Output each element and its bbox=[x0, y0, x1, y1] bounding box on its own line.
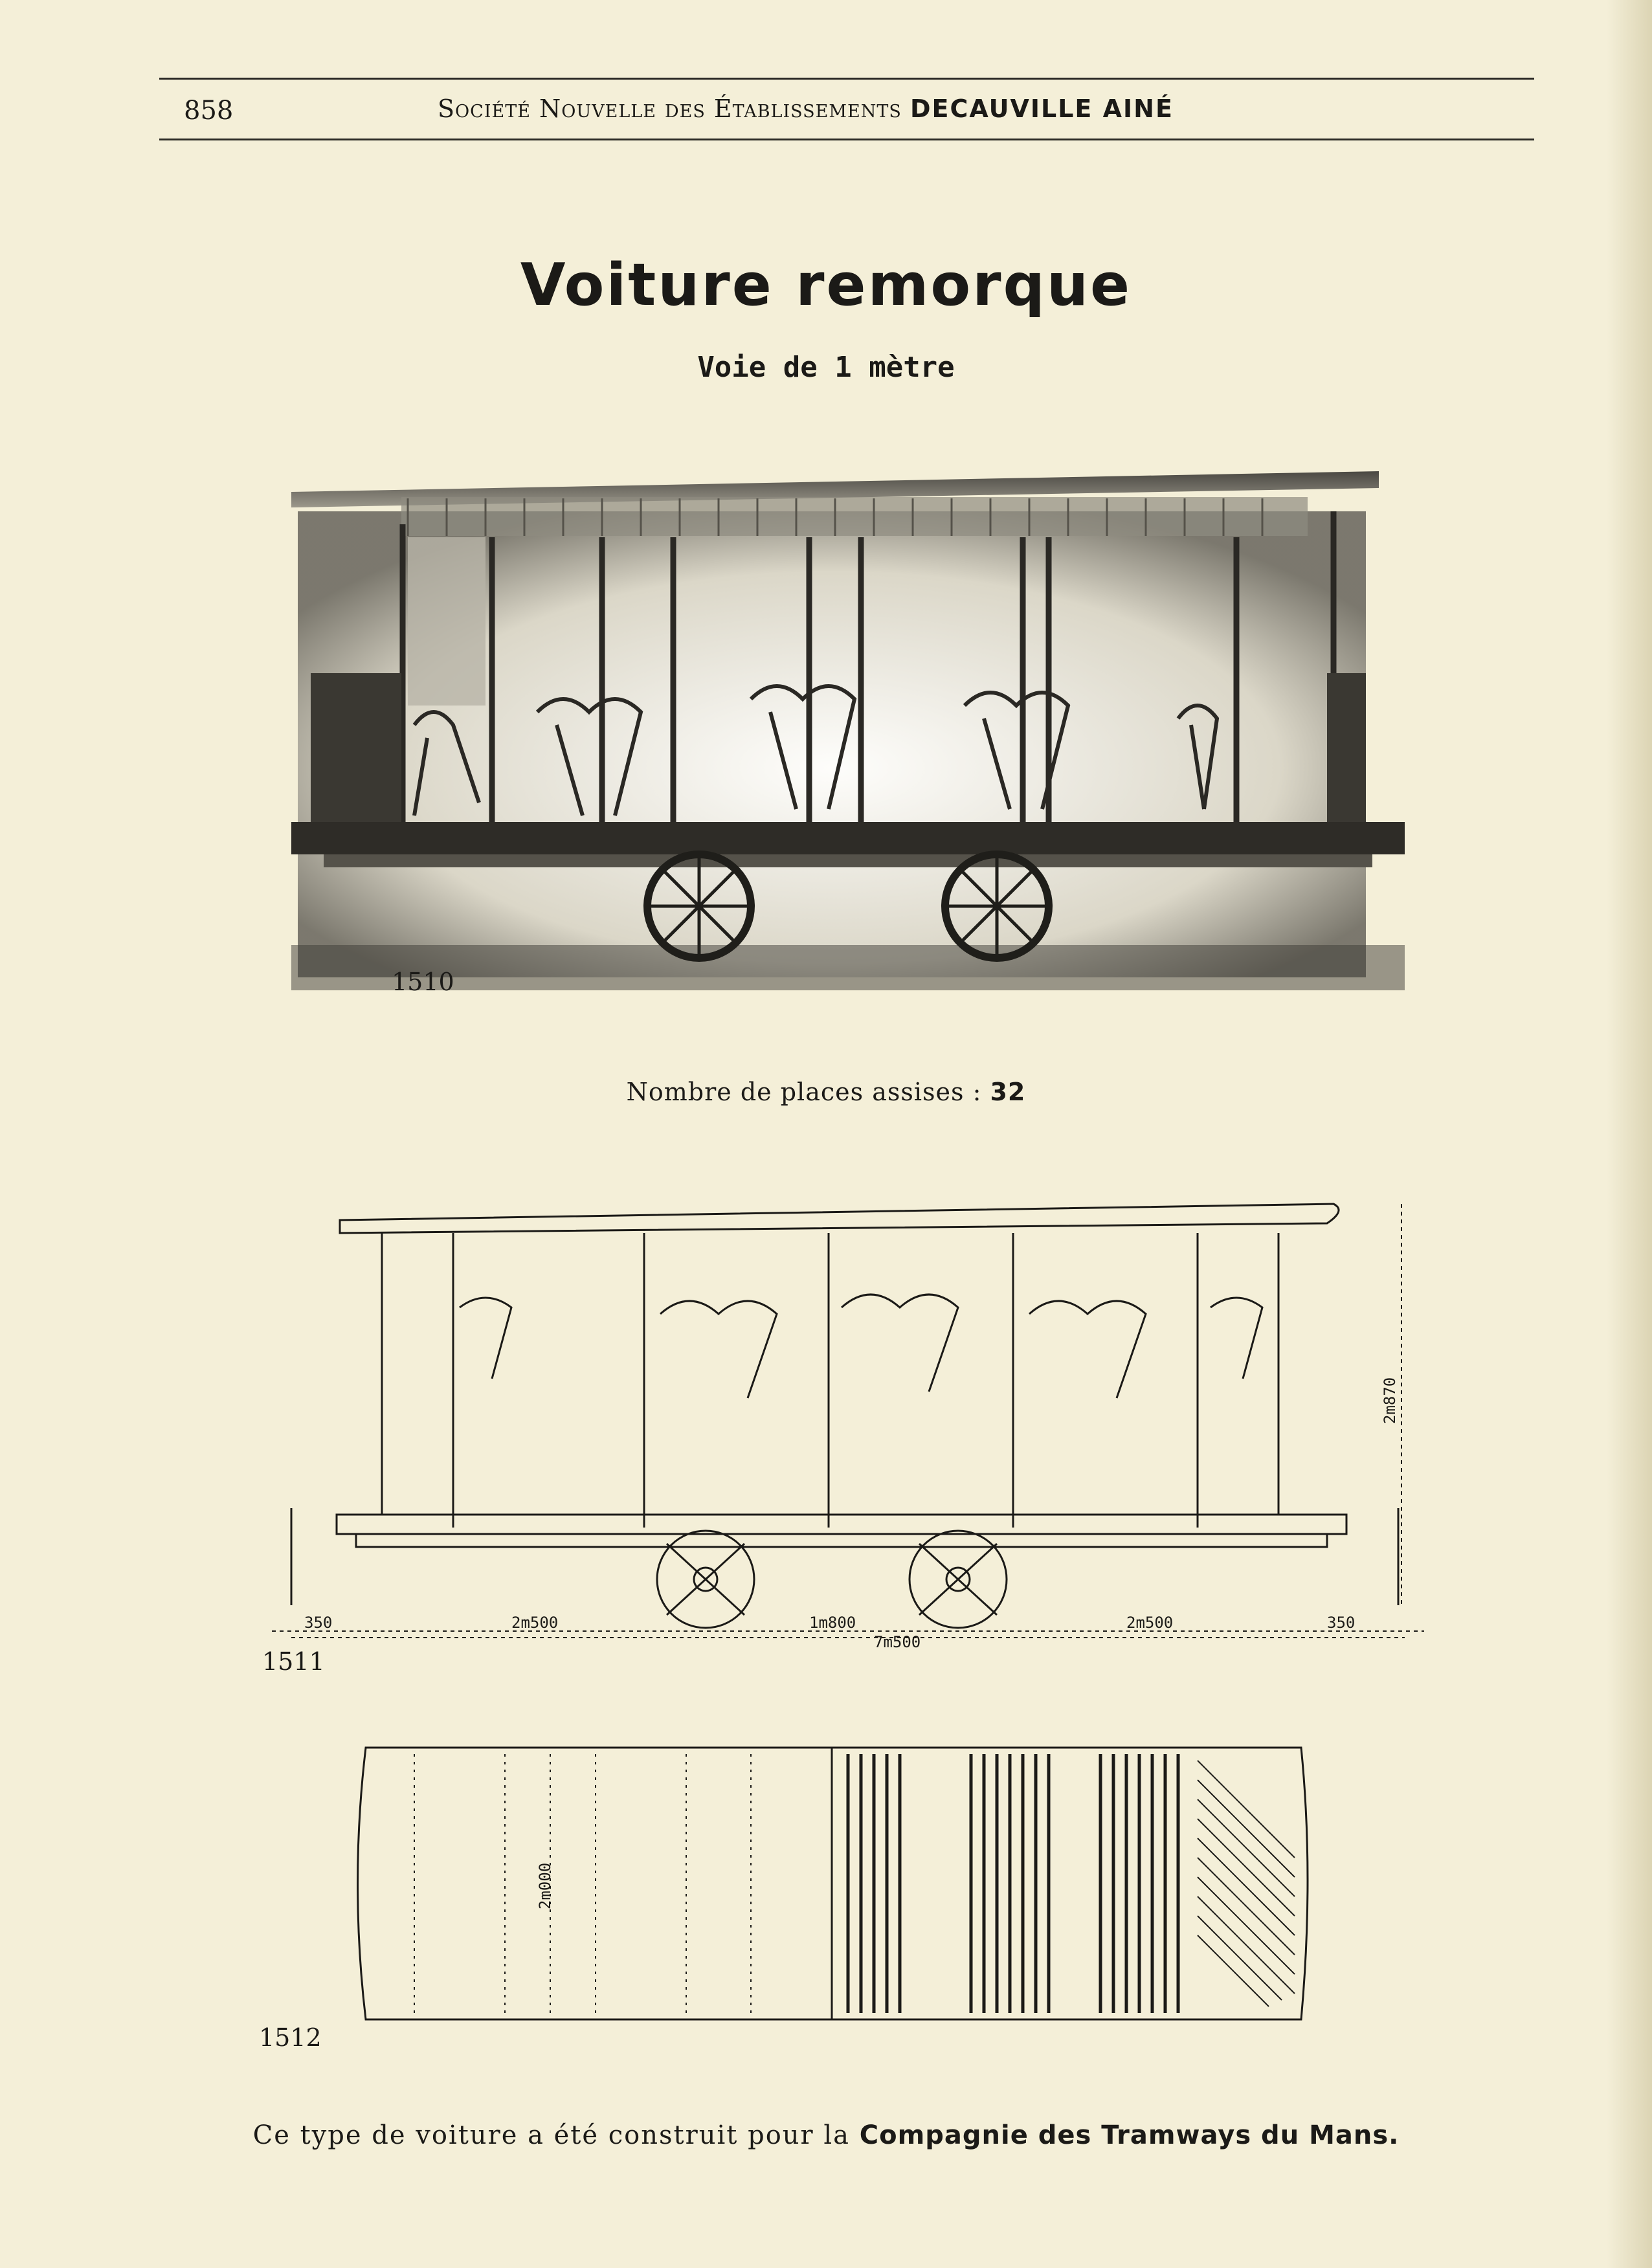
page-title: Voiture remorque bbox=[520, 251, 1132, 319]
footer-caption bbox=[0, 2120, 1652, 2150]
side-elevation-drawing bbox=[259, 1191, 1437, 1657]
dim-overhang-left: 350 bbox=[304, 1614, 333, 1632]
running-head bbox=[438, 94, 1174, 123]
header-rule-top bbox=[159, 78, 1534, 80]
seats-value: 32 bbox=[990, 1078, 1026, 1106]
header-rule-bottom bbox=[159, 139, 1534, 140]
footer-company: Compagnie des Tramways du Mans. bbox=[859, 2120, 1400, 2150]
dim-wheelbase: 1m800 bbox=[809, 1614, 856, 1632]
page-number: 858 bbox=[184, 96, 234, 126]
tram-photo-illustration bbox=[233, 453, 1463, 1023]
dim-bay-right: 2m500 bbox=[1126, 1614, 1174, 1632]
page-subtitle: Voie de 1 mètre bbox=[697, 351, 955, 384]
dim-width: 2m000 bbox=[536, 1862, 554, 1909]
plan-view-drawing bbox=[337, 1735, 1321, 2032]
dim-bay-left: 2m500 bbox=[511, 1614, 559, 1632]
running-head-prefix: Société Nouvelle des Établissements bbox=[438, 94, 902, 123]
dim-overhang-right: 350 bbox=[1327, 1614, 1356, 1632]
dim-total-length: 7m500 bbox=[874, 1633, 921, 1651]
seats-caption bbox=[0, 1078, 1652, 1106]
figure-number-elevation: 1511 bbox=[262, 1647, 325, 1676]
footer-prefix: Ce type de voiture a été construit pour la bbox=[252, 2120, 851, 2150]
seats-label: Nombre de places assises : bbox=[626, 1078, 982, 1106]
running-head-brand: DECAUVILLE AINÉ bbox=[910, 94, 1174, 123]
dim-height: 2m870 bbox=[1381, 1377, 1399, 1424]
figure-number-plan: 1512 bbox=[259, 2023, 322, 2052]
figure-number-photo: 1510 bbox=[392, 968, 454, 996]
page-edge-shadow bbox=[1607, 0, 1652, 2268]
